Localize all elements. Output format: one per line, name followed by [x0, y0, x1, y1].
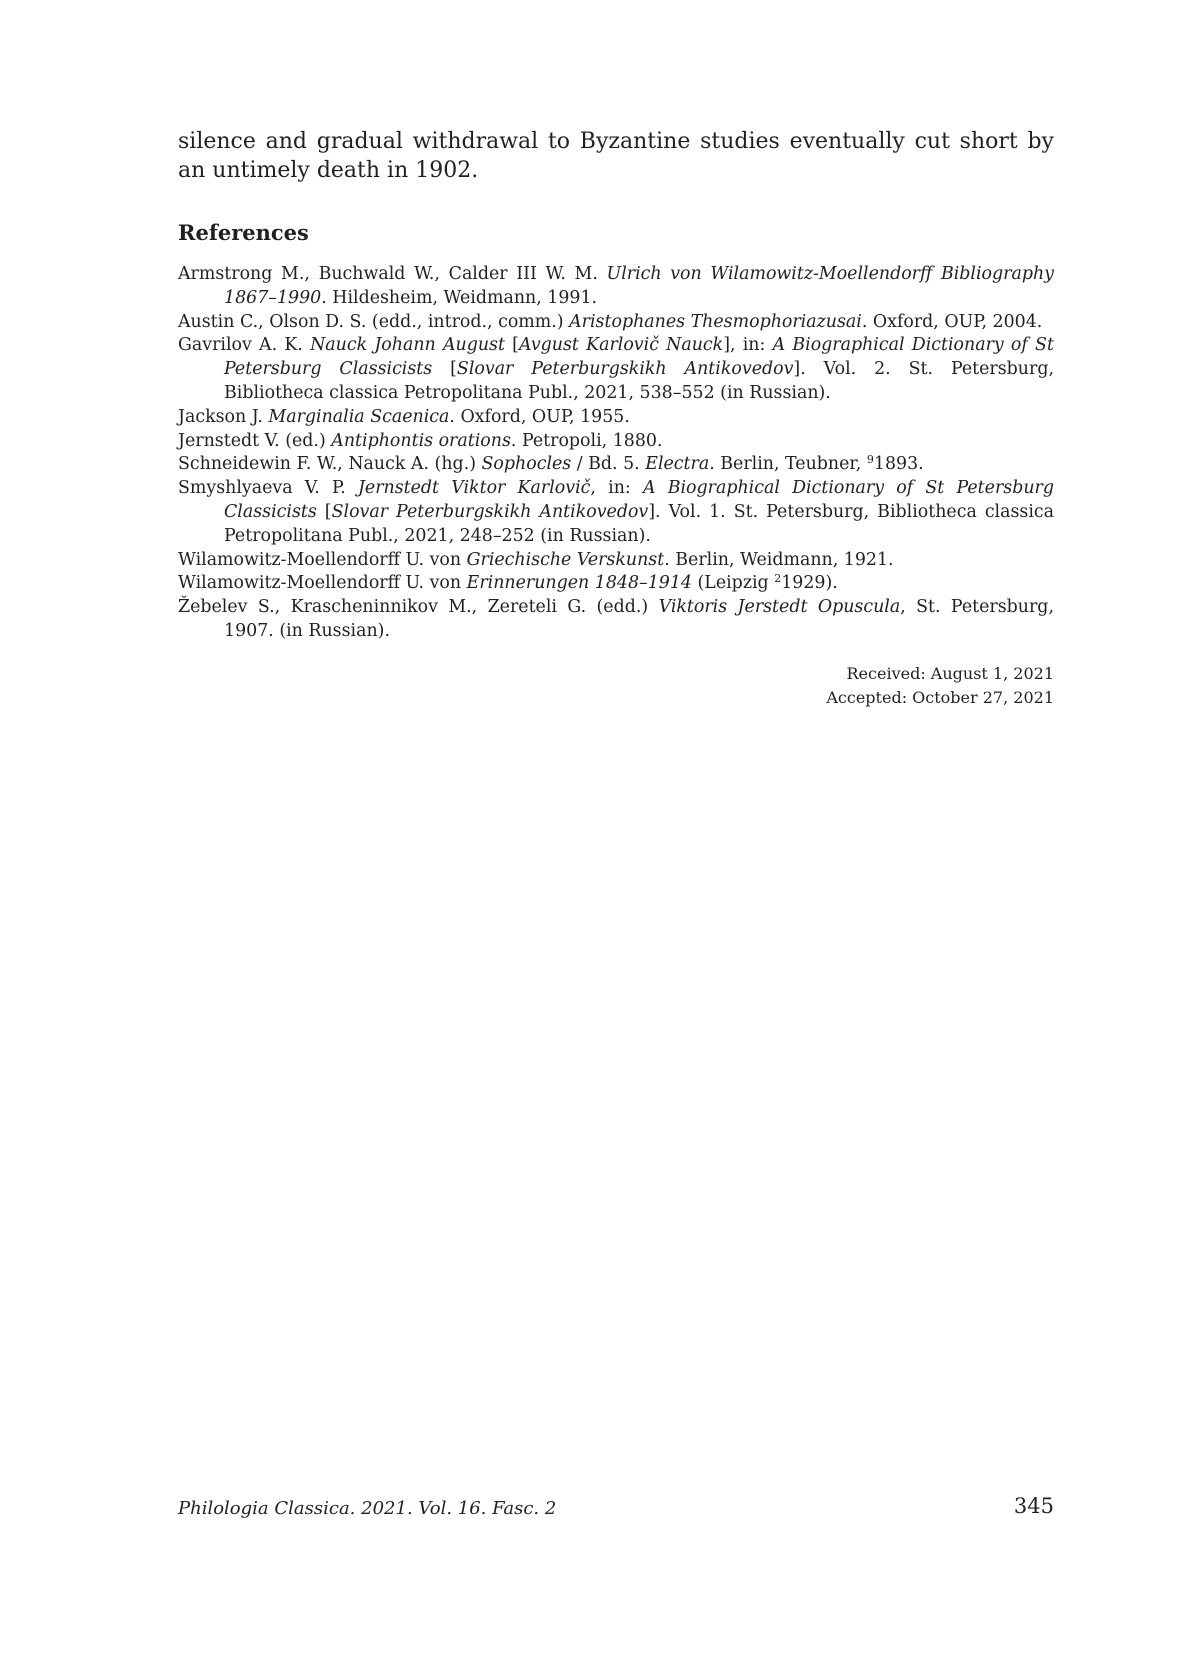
reference-list	[178, 263, 1054, 644]
footer-journal-title: Philologia Classica. 2021. Vol. 16. Fasc. 2	[178, 1498, 557, 1519]
reference-item-smyshlyaeva: Smyshlyaeva V. P. Jernstedt Viktor Karlovič, in: A Biographical Dictionary of St Petersburg Classicists [Slovar Peterburgskikh Antikovedov]. Vol. 1. St. Petersburg, Bibliotheca classica Petropolitana Publ., 2021, 248–252 (in Russian).	[178, 478, 1055, 546]
reference-item-wilamowitz-verskunst: Wilamowitz-Moellendorff U. von Griechische Verskunst. Berlin, Weidmann, 1921.	[178, 549, 894, 570]
body-paragraph: silence and gradual withdrawal to Byzantine studies eventually cut short by an untimely death in 1902.	[178, 129, 1054, 183]
received-date: Received: August 1, 2021	[846, 664, 1054, 683]
reference-item-zebelev: Žebelev S., Krascheninnikov M., Zereteli G. (edd.) Viktoris Jerstedt Opuscula, St. Petersburg, 1907. (in Russian).	[178, 597, 1054, 641]
reference-item-schneidewin: Schneidewin F. W., Nauck A. (hg.) Sophocles / Bd. 5. Electra. Berlin, Teubner, $^9$1893.	[178, 453, 924, 475]
reference-item-armstrong: Armstrong M., Buchwald W., Calder III W. M. Ulrich von Wilamowitz-Moellendorff Bibliography 1867–1990. Hildesheim, Weidmann, 1991.	[178, 264, 1054, 308]
reference-item-gavrilov: Gavrilov A. K. Nauck Johann August [Avgust Karlovič Nauck], in: A Biographical Dictionary of St Petersburg Classicists [Slovar Peterburgskikh Antikovedov]. Vol. 2. St. Petersburg, Bibliotheca classica Petropolitana Publ., 2021, 538–552 (in Russian).	[178, 335, 1054, 403]
reference-item-jackson: Jackson J. Marginalia Scaenica. Oxford, OUP, 1955.	[178, 406, 630, 427]
references-heading: References	[178, 220, 309, 245]
reference-item-wilamowitz-erinnerungen: Wilamowitz-Moellendorff U. von Erinnerungen 1848–1914 (Leipzig $^2$1929).	[178, 572, 838, 594]
accepted-date: Accepted: October 27, 2021	[826, 688, 1054, 707]
reference-item-austin: Austin C., Olson D. S. (edd., introd., comm.) Aristophanes Thesmophoriazusai. Oxford, OUP, 2004.	[178, 311, 1043, 332]
footer-page-number: 345	[1013, 1494, 1054, 1518]
reference-item-jernstedt: Jernstedt V. (ed.) Antiphontis orations. Petropoli, 1880.	[178, 430, 663, 451]
article-dates	[700, 662, 1054, 710]
